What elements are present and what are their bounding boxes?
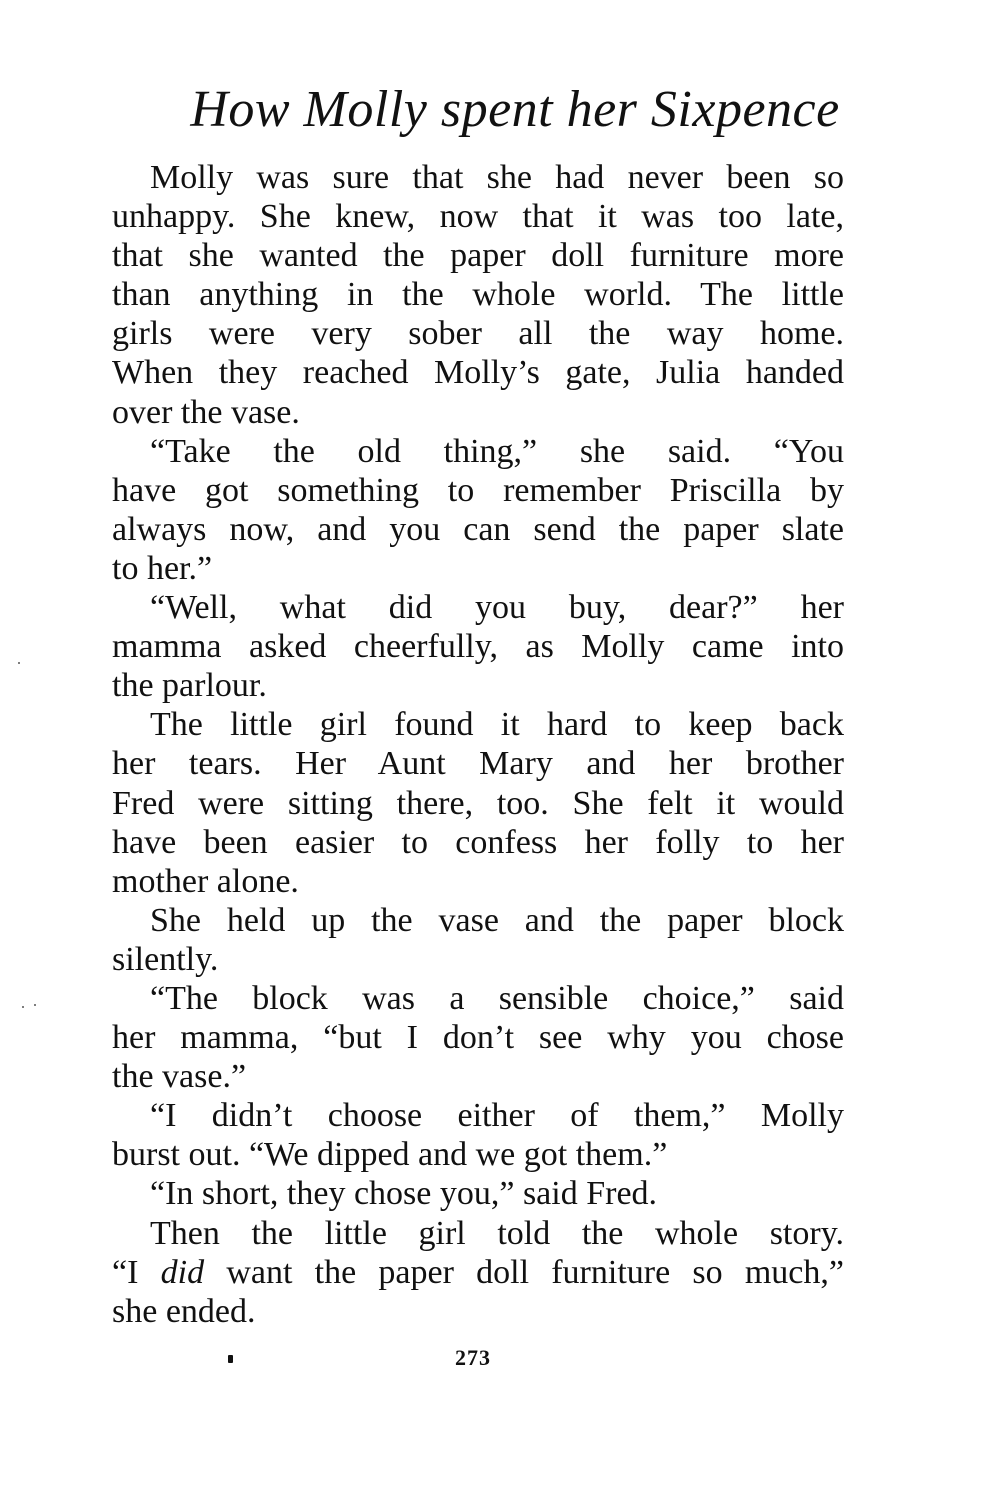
text-line: Fred were sitting there, too. She felt it would <box>112 784 844 822</box>
emphasis-text: did <box>160 1253 205 1291</box>
paragraph <box>112 588 844 705</box>
text-line: silently. <box>112 940 219 978</box>
text-line: Then the little girl told the whole story. <box>150 1214 844 1252</box>
text-line: unhappy. She knew, now that it was too late, <box>112 198 844 236</box>
page-footer <box>0 1345 1000 1375</box>
text-line: mother alone. <box>112 862 299 900</box>
paragraph <box>112 158 844 432</box>
text-line: burst out. “We dipped and we got them.” <box>112 1136 668 1174</box>
text-line: her tears. Her Aunt Mary and her brother <box>112 745 844 783</box>
text-line: she ended. <box>112 1292 256 1330</box>
text-line: the vase.” <box>112 1058 247 1096</box>
text-line: the parlour. <box>112 667 267 705</box>
text-line: than anything in the whole world. The little <box>112 276 844 314</box>
text-run: want the paper doll furniture so much,” <box>204 1253 844 1291</box>
text-line: that she wanted the paper doll furniture more <box>112 237 844 275</box>
text-line: girls were very sober all the way home. <box>112 315 844 353</box>
paper-speck <box>34 1004 36 1006</box>
printer-mark-icon <box>228 1355 233 1363</box>
chapter-title: How Molly spent her Sixpence <box>190 81 840 138</box>
paragraph <box>112 1174 844 1213</box>
text-line: Molly was sure that she had never been so <box>150 159 844 196</box>
text-line: have got something to remember Priscilla by <box>112 471 844 509</box>
text-line: mamma asked cheerfully, as Molly came into <box>112 628 844 666</box>
text-run: “I <box>112 1253 161 1291</box>
page-number: 273 <box>455 1345 491 1370</box>
text-line: over the vase. <box>112 393 300 431</box>
text-line: “The block was a sensible choice,” said <box>150 979 844 1017</box>
paragraph <box>112 705 844 900</box>
text-line: The little girl found it hard to keep back <box>150 706 844 744</box>
paragraph <box>112 979 844 1096</box>
text-line: her mamma, “but I don’t see why you chose <box>112 1019 844 1057</box>
text-line: “Well, what did you buy, dear?” her <box>150 589 844 627</box>
text-line: always now, and you can send the paper slate <box>112 510 844 548</box>
paragraph <box>112 901 844 979</box>
text-line: have been easier to confess her folly to her <box>112 823 844 861</box>
paper-speck <box>22 1006 24 1008</box>
text-line: When they reached Molly’s gate, Julia handed <box>112 354 844 392</box>
text-line: She held up the vase and the paper block <box>150 901 844 939</box>
paragraph <box>112 1214 844 1331</box>
text-line: “In short, they chose you,” said Fred. <box>150 1175 658 1213</box>
text-line: “Take the old thing,” she said. “You <box>150 432 844 470</box>
text-line: “I didn’t choose either of them,” Molly <box>150 1097 844 1135</box>
body-text <box>112 158 844 1331</box>
paper-speck <box>18 662 20 664</box>
text-line <box>112 1253 844 1292</box>
paragraph <box>112 432 844 588</box>
text-line: to her.” <box>112 549 213 587</box>
paragraph <box>112 1096 844 1174</box>
